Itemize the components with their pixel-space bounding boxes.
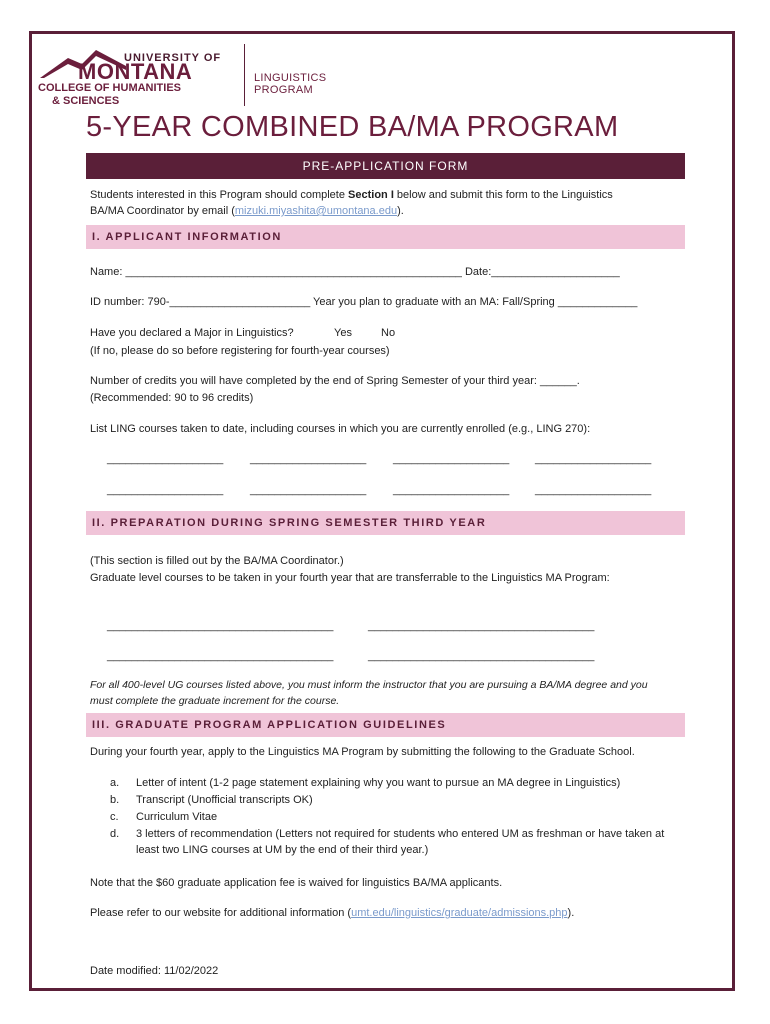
fee-note: Note that the $60 graduate application fee is waived for linguistics BA/MA applicants. [90, 877, 503, 889]
course-blank[interactable]: ___________________ [250, 453, 367, 465]
section-3-heading: III. GRADUATE PROGRAM APPLICATION GUIDELINES [86, 713, 685, 737]
intro-line2-end: ). [397, 205, 404, 217]
section-1-heading: I. APPLICANT INFORMATION [86, 225, 685, 249]
list-item-text: Curriculum Vitae [136, 811, 218, 823]
admissions-website-link[interactable]: umt.edu/linguistics/graduate/admissions.php [351, 907, 568, 919]
increment-notice [90, 677, 685, 709]
course-blank[interactable]: ___________________ [250, 484, 367, 496]
program-label: LINGUISTICS PROGRAM [254, 72, 327, 96]
university-logo [38, 44, 338, 108]
major-yes-option[interactable]: Yes [334, 327, 352, 339]
list-item [110, 826, 690, 860]
list-item-text: Letter of intent (1-2 page statement explaining why you want to pursue an MA degree in Linguistics) [136, 777, 621, 789]
website-pre: Please refer to our website for additional information ( [90, 907, 352, 919]
list-item-text: 3 letters of recommendation (Letters not required for students who entered UM as freshman or have taken at least two LING courses at UM by the end of their third year.) [136, 828, 665, 856]
logo-college: COLLEGE OF HUMANITIES [38, 82, 181, 94]
logo-montana: MONTANA [78, 59, 193, 84]
course-blank[interactable]: ___________________ [535, 453, 652, 465]
major-no-option[interactable]: No [381, 327, 396, 339]
name-date-line[interactable]: Name: _______________________________________________________ Date:_____________________ [90, 266, 620, 278]
intro-bold: Section I [348, 189, 394, 201]
course-blank[interactable]: ___________________ [535, 484, 652, 496]
list-item-text: Transcript (Unofficial transcripts OK) [136, 794, 313, 806]
coordinator-email-link[interactable]: mizuki.miyashita@umontana.edu [234, 205, 398, 217]
increment-notice-line2: must complete the graduate increment for the course. [90, 695, 340, 707]
intro-line2: BA/MA Coordinator by email ( [90, 205, 235, 217]
course-blank[interactable]: ___________________ [107, 484, 224, 496]
grad-course-blank[interactable]: _____________________________________ [368, 650, 595, 662]
website-line [90, 905, 685, 921]
list-item-letter: b. [110, 794, 120, 806]
major-note: (If no, please do so before registering for fourth-year courses) [90, 345, 390, 357]
date-modified: Date modified: 11/02/2022 [90, 965, 219, 977]
list-item [110, 792, 690, 808]
list-item [110, 775, 690, 791]
section-2-heading: II. PREPARATION DURING SPRING SEMESTER THIRD YEAR [86, 511, 685, 535]
intro-part2: below and submit this form to the Linguistics [393, 189, 613, 201]
major-question: Have you declared a Major in Linguistics? [90, 327, 294, 339]
course-blank[interactable]: ___________________ [393, 484, 510, 496]
grad-course-blank[interactable]: _____________________________________ [107, 620, 334, 632]
id-graduation-line[interactable]: ID number: 790-_______________________ Year you plan to graduate with an MA: Fall/Spring _____________ [90, 296, 638, 308]
increment-notice-line1: For all 400-level UG courses listed above, you must inform the instructor that you are pursuing a BA/MA degree and you [90, 679, 648, 691]
logo-sciences: & SCIENCES [52, 95, 120, 107]
courses-question: List LING courses taken to date, including courses in which you are currently enrolled (e.g., LING 270): [90, 423, 591, 435]
grad-course-blank[interactable]: _____________________________________ [107, 650, 334, 662]
course-blank[interactable]: ___________________ [107, 453, 224, 465]
guidelines-intro: During your fourth year, apply to the Linguistics MA Program by submitting the following to the Graduate School. [90, 746, 635, 758]
logo-university-of: UNIVERSITY OF [124, 52, 222, 64]
list-item-letter: d. [110, 828, 120, 840]
credits-note: (Recommended: 90 to 96 credits) [90, 392, 254, 404]
coordinator-note: (This section is filled out by the BA/MA Coordinator.) [90, 555, 344, 567]
list-item [110, 809, 690, 825]
course-blank[interactable]: ___________________ [393, 453, 510, 465]
grad-course-blank[interactable]: _____________________________________ [368, 620, 595, 632]
intro-part1: Students interested in this Program should complete [90, 189, 349, 201]
list-item-letter: a. [110, 777, 120, 789]
page-title: 5-YEAR COMBINED BA/MA PROGRAM [86, 111, 619, 143]
grad-courses-question: Graduate level courses to be taken in your fourth year that are transferrable to the Linguistics MA Program: [90, 572, 610, 584]
intro-paragraph [90, 187, 680, 219]
list-item-letter: c. [110, 811, 119, 823]
form-subtitle-bar: PRE-APPLICATION FORM [86, 153, 685, 179]
website-post: ). [567, 907, 575, 919]
credits-question[interactable]: Number of credits you will have completed by the end of Spring Semester of your third year: ______. [90, 375, 580, 387]
logo-divider [244, 44, 245, 106]
